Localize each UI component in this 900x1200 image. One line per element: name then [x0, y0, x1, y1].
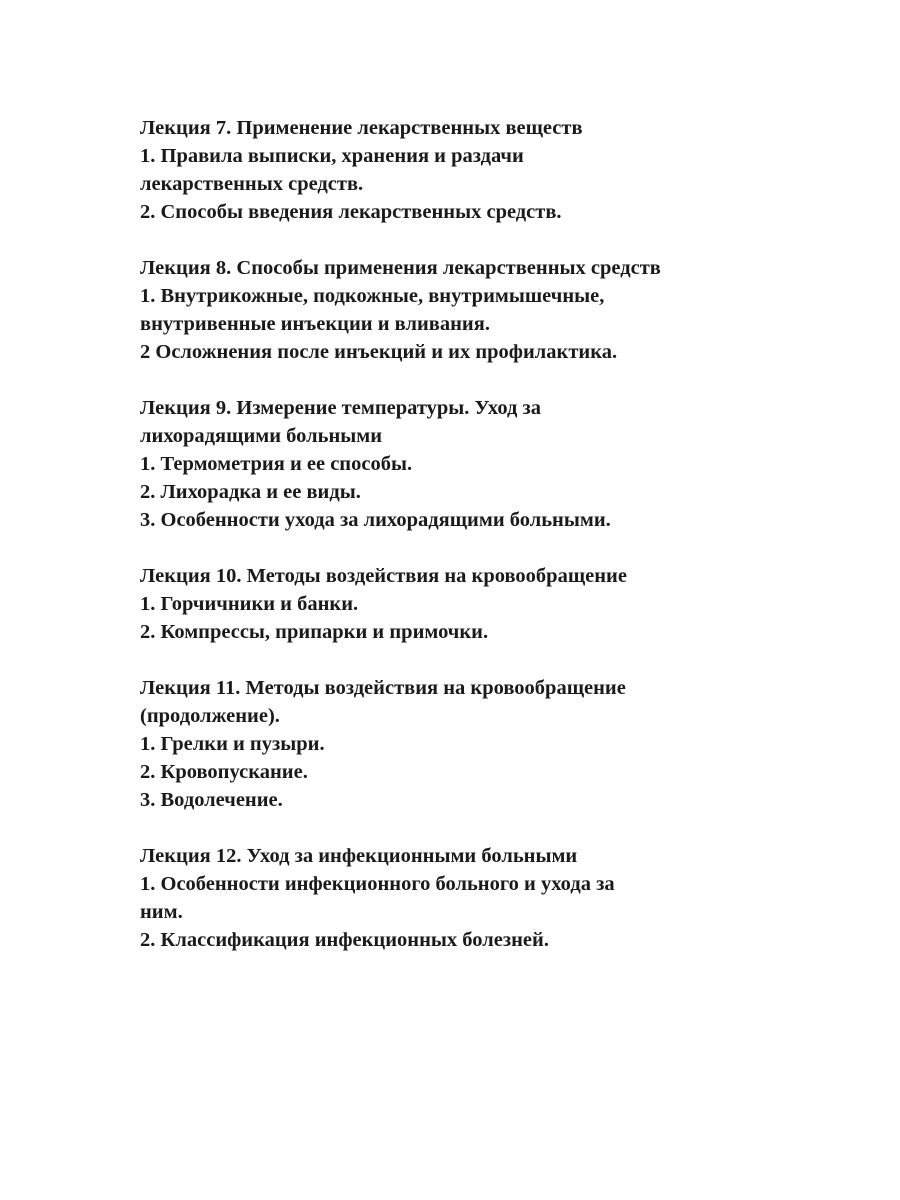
- lecture-title-continued: лихорадящими больными: [140, 425, 383, 447]
- lecture-9: [140, 394, 780, 534]
- lecture-line: 3. Особенности ухода за лихорадящими больными.: [140, 509, 611, 531]
- lecture-line: 1. Особенности инфекционного больного и ухода за: [140, 873, 615, 895]
- lecture-line: внутривенные инъекции и вливания.: [140, 313, 490, 335]
- lecture-title: Лекция 11. Методы воздействия на кровообращение: [140, 677, 626, 699]
- lecture-line: 1. Термометрия и ее способы.: [140, 453, 413, 475]
- lecture-title: Лекция 7. Применение лекарственных веществ: [140, 117, 583, 139]
- lecture-line: 3. Водолечение.: [140, 789, 283, 811]
- lecture-list: [140, 114, 780, 982]
- lecture-title: Лекция 10. Методы воздействия на кровообращение: [140, 565, 627, 587]
- lecture-line: 1. Правила выписки, хранения и раздачи: [140, 145, 524, 167]
- lecture-line: 2. Способы введения лекарственных средств.: [140, 201, 562, 223]
- lecture-line: 1. Горчичники и банки.: [140, 593, 359, 615]
- lecture-line: ним.: [140, 901, 183, 923]
- lecture-line: 2. Классификация инфекционных болезней.: [140, 929, 549, 951]
- lecture-7: [140, 114, 780, 226]
- lecture-line: 1. Грелки и пузыри.: [140, 733, 325, 755]
- lecture-11: [140, 674, 780, 814]
- lecture-line: 2. Компрессы, припарки и примочки.: [140, 621, 489, 643]
- lecture-line: 2 Осложнения после инъекций и их профилактика.: [140, 341, 618, 363]
- lecture-title: Лекция 12. Уход за инфекционными больными: [140, 845, 578, 867]
- lecture-10: [140, 562, 780, 646]
- lecture-line: 2. Лихорадка и ее виды.: [140, 481, 361, 503]
- lecture-title: Лекция 9. Измерение температуры. Уход за: [140, 397, 542, 419]
- lecture-12: [140, 842, 780, 954]
- lecture-title-continued: (продолжение).: [140, 705, 280, 727]
- lecture-line: лекарственных средств.: [140, 173, 364, 195]
- lecture-line: 1. Внутрикожные, подкожные, внутримышечные,: [140, 285, 605, 307]
- lecture-title: Лекция 8. Способы применения лекарственных средств: [140, 257, 661, 279]
- lecture-8: [140, 254, 780, 366]
- lecture-line: 2. Кровопускание.: [140, 761, 308, 783]
